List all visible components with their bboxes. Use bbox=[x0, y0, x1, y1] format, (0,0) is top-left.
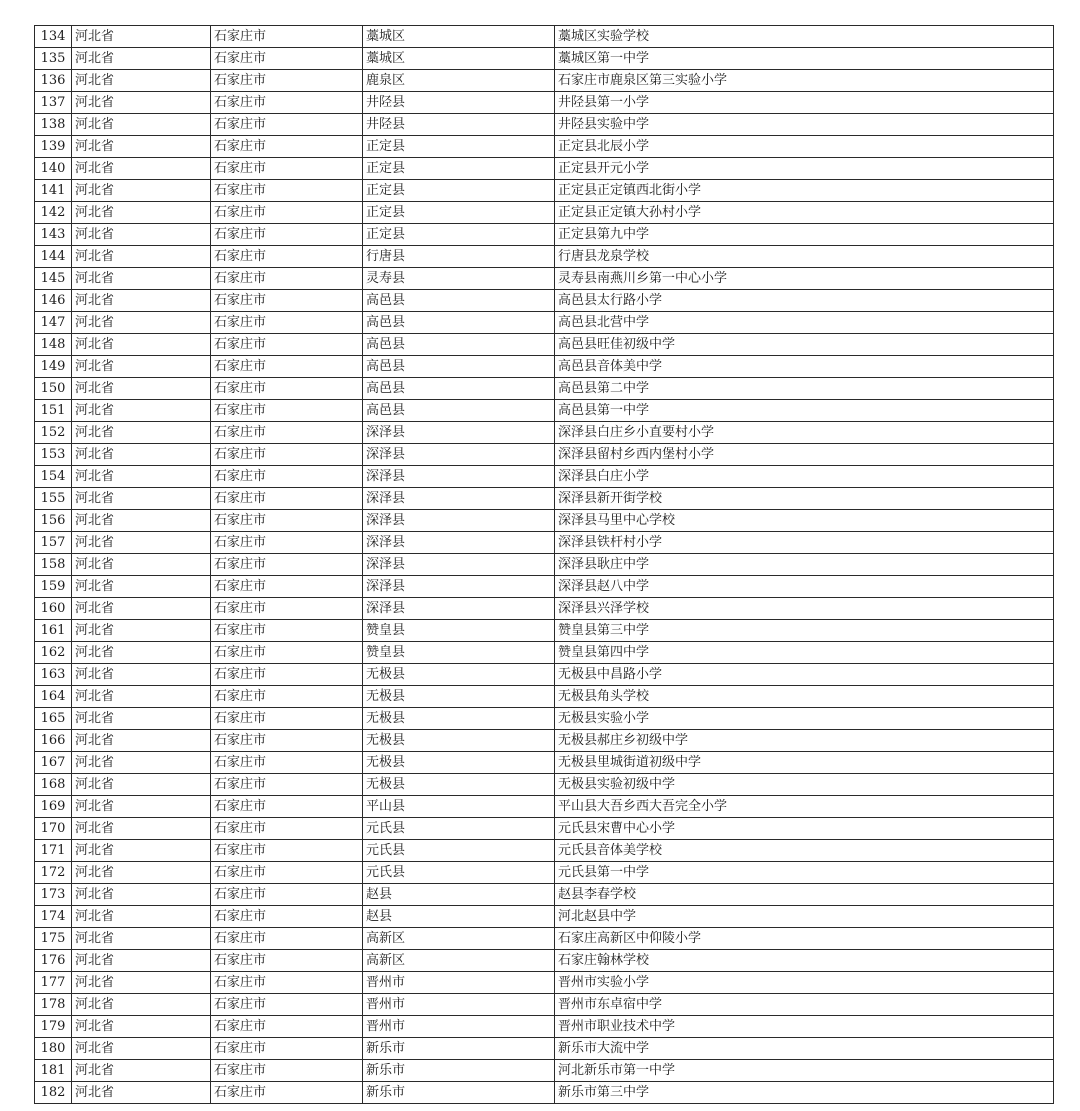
district-cell: 藁城区 bbox=[363, 26, 555, 48]
row-number-cell: 158 bbox=[35, 554, 72, 576]
school-name-cell: 高邑县第一中学 bbox=[555, 400, 1054, 422]
table-row bbox=[35, 642, 1054, 664]
school-list-table bbox=[34, 25, 1054, 1104]
district-cell: 行唐县 bbox=[363, 246, 555, 268]
province-cell: 河北省 bbox=[72, 158, 211, 180]
row-number-cell: 141 bbox=[35, 180, 72, 202]
city-cell: 石家庄市 bbox=[211, 862, 363, 884]
row-number-cell: 155 bbox=[35, 488, 72, 510]
school-name-cell: 平山县大吾乡西大吾完全小学 bbox=[555, 796, 1054, 818]
province-cell: 河北省 bbox=[72, 444, 211, 466]
row-number-cell: 172 bbox=[35, 862, 72, 884]
row-number-cell: 145 bbox=[35, 268, 72, 290]
district-cell: 高邑县 bbox=[363, 334, 555, 356]
school-name-cell: 元氏县音体美学校 bbox=[555, 840, 1054, 862]
row-number-cell: 176 bbox=[35, 950, 72, 972]
district-cell: 赞皇县 bbox=[363, 620, 555, 642]
row-number-cell: 135 bbox=[35, 48, 72, 70]
table-row bbox=[35, 928, 1054, 950]
district-cell: 无极县 bbox=[363, 752, 555, 774]
city-cell: 石家庄市 bbox=[211, 92, 363, 114]
school-name-cell: 晋州市职业技术中学 bbox=[555, 1016, 1054, 1038]
school-name-cell: 高邑县旺佳初级中学 bbox=[555, 334, 1054, 356]
city-cell: 石家庄市 bbox=[211, 796, 363, 818]
table-row bbox=[35, 576, 1054, 598]
school-name-cell: 无极县角头学校 bbox=[555, 686, 1054, 708]
province-cell: 河北省 bbox=[72, 400, 211, 422]
city-cell: 石家庄市 bbox=[211, 400, 363, 422]
province-cell: 河北省 bbox=[72, 422, 211, 444]
table-row bbox=[35, 488, 1054, 510]
table-row bbox=[35, 400, 1054, 422]
school-name-cell: 石家庄高新区中仰陵小学 bbox=[555, 928, 1054, 950]
city-cell: 石家庄市 bbox=[211, 532, 363, 554]
table-row bbox=[35, 224, 1054, 246]
school-name-cell: 深泽县耿庄中学 bbox=[555, 554, 1054, 576]
city-cell: 石家庄市 bbox=[211, 268, 363, 290]
city-cell: 石家庄市 bbox=[211, 950, 363, 972]
row-number-cell: 177 bbox=[35, 972, 72, 994]
province-cell: 河北省 bbox=[72, 268, 211, 290]
row-number-cell: 152 bbox=[35, 422, 72, 444]
province-cell: 河北省 bbox=[72, 378, 211, 400]
district-cell: 高邑县 bbox=[363, 290, 555, 312]
district-cell: 高新区 bbox=[363, 928, 555, 950]
province-cell: 河北省 bbox=[72, 884, 211, 906]
row-number-cell: 153 bbox=[35, 444, 72, 466]
province-cell: 河北省 bbox=[72, 312, 211, 334]
district-cell: 灵寿县 bbox=[363, 268, 555, 290]
district-cell: 新乐市 bbox=[363, 1082, 555, 1104]
district-cell: 深泽县 bbox=[363, 444, 555, 466]
school-name-cell: 元氏县宋曹中心小学 bbox=[555, 818, 1054, 840]
city-cell: 石家庄市 bbox=[211, 202, 363, 224]
district-cell: 深泽县 bbox=[363, 532, 555, 554]
district-cell: 深泽县 bbox=[363, 422, 555, 444]
district-cell: 井陉县 bbox=[363, 92, 555, 114]
table-row bbox=[35, 466, 1054, 488]
school-name-cell: 元氏县第一中学 bbox=[555, 862, 1054, 884]
row-number-cell: 138 bbox=[35, 114, 72, 136]
city-cell: 石家庄市 bbox=[211, 444, 363, 466]
city-cell: 石家庄市 bbox=[211, 356, 363, 378]
district-cell: 新乐市 bbox=[363, 1038, 555, 1060]
district-cell: 赵县 bbox=[363, 884, 555, 906]
province-cell: 河北省 bbox=[72, 334, 211, 356]
province-cell: 河北省 bbox=[72, 664, 211, 686]
table-row bbox=[35, 664, 1054, 686]
district-cell: 无极县 bbox=[363, 774, 555, 796]
province-cell: 河北省 bbox=[72, 730, 211, 752]
city-cell: 石家庄市 bbox=[211, 576, 363, 598]
table-row bbox=[35, 444, 1054, 466]
city-cell: 石家庄市 bbox=[211, 642, 363, 664]
province-cell: 河北省 bbox=[72, 290, 211, 312]
district-cell: 无极县 bbox=[363, 664, 555, 686]
city-cell: 石家庄市 bbox=[211, 290, 363, 312]
city-cell: 石家庄市 bbox=[211, 664, 363, 686]
row-number-cell: 180 bbox=[35, 1038, 72, 1060]
district-cell: 正定县 bbox=[363, 202, 555, 224]
city-cell: 石家庄市 bbox=[211, 752, 363, 774]
province-cell: 河北省 bbox=[72, 246, 211, 268]
row-number-cell: 163 bbox=[35, 664, 72, 686]
province-cell: 河北省 bbox=[72, 620, 211, 642]
row-number-cell: 181 bbox=[35, 1060, 72, 1082]
row-number-cell: 149 bbox=[35, 356, 72, 378]
school-list-document bbox=[34, 25, 1054, 1104]
table-row bbox=[35, 1082, 1054, 1104]
row-number-cell: 142 bbox=[35, 202, 72, 224]
city-cell: 石家庄市 bbox=[211, 378, 363, 400]
table-row bbox=[35, 202, 1054, 224]
row-number-cell: 159 bbox=[35, 576, 72, 598]
table-row bbox=[35, 598, 1054, 620]
district-cell: 深泽县 bbox=[363, 466, 555, 488]
city-cell: 石家庄市 bbox=[211, 906, 363, 928]
city-cell: 石家庄市 bbox=[211, 510, 363, 532]
city-cell: 石家庄市 bbox=[211, 488, 363, 510]
province-cell: 河北省 bbox=[72, 928, 211, 950]
row-number-cell: 143 bbox=[35, 224, 72, 246]
province-cell: 河北省 bbox=[72, 510, 211, 532]
table-row bbox=[35, 752, 1054, 774]
district-cell: 深泽县 bbox=[363, 576, 555, 598]
province-cell: 河北省 bbox=[72, 532, 211, 554]
row-number-cell: 148 bbox=[35, 334, 72, 356]
province-cell: 河北省 bbox=[72, 972, 211, 994]
row-number-cell: 179 bbox=[35, 1016, 72, 1038]
row-number-cell: 140 bbox=[35, 158, 72, 180]
table-row bbox=[35, 114, 1054, 136]
district-cell: 正定县 bbox=[363, 180, 555, 202]
district-cell: 鹿泉区 bbox=[363, 70, 555, 92]
school-name-cell: 深泽县留村乡西内堡村小学 bbox=[555, 444, 1054, 466]
school-name-cell: 赵县李春学校 bbox=[555, 884, 1054, 906]
school-name-cell: 深泽县兴泽学校 bbox=[555, 598, 1054, 620]
row-number-cell: 170 bbox=[35, 818, 72, 840]
table-row bbox=[35, 180, 1054, 202]
row-number-cell: 157 bbox=[35, 532, 72, 554]
table-row bbox=[35, 884, 1054, 906]
city-cell: 石家庄市 bbox=[211, 972, 363, 994]
city-cell: 石家庄市 bbox=[211, 158, 363, 180]
province-cell: 河北省 bbox=[72, 708, 211, 730]
district-cell: 元氏县 bbox=[363, 862, 555, 884]
row-number-cell: 161 bbox=[35, 620, 72, 642]
row-number-cell: 168 bbox=[35, 774, 72, 796]
school-name-cell: 正定县开元小学 bbox=[555, 158, 1054, 180]
school-name-cell: 赞皇县第四中学 bbox=[555, 642, 1054, 664]
city-cell: 石家庄市 bbox=[211, 48, 363, 70]
row-number-cell: 173 bbox=[35, 884, 72, 906]
school-name-cell: 石家庄翰林学校 bbox=[555, 950, 1054, 972]
school-name-cell: 河北赵县中学 bbox=[555, 906, 1054, 928]
city-cell: 石家庄市 bbox=[211, 312, 363, 334]
province-cell: 河北省 bbox=[72, 1060, 211, 1082]
district-cell: 高邑县 bbox=[363, 378, 555, 400]
table-row bbox=[35, 1060, 1054, 1082]
row-number-cell: 139 bbox=[35, 136, 72, 158]
row-number-cell: 134 bbox=[35, 26, 72, 48]
province-cell: 河北省 bbox=[72, 1082, 211, 1104]
table-row bbox=[35, 708, 1054, 730]
row-number-cell: 150 bbox=[35, 378, 72, 400]
school-name-cell: 无极县里城街道初级中学 bbox=[555, 752, 1054, 774]
city-cell: 石家庄市 bbox=[211, 26, 363, 48]
city-cell: 石家庄市 bbox=[211, 928, 363, 950]
district-cell: 赞皇县 bbox=[363, 642, 555, 664]
row-number-cell: 144 bbox=[35, 246, 72, 268]
province-cell: 河北省 bbox=[72, 818, 211, 840]
table-row bbox=[35, 26, 1054, 48]
table-row bbox=[35, 158, 1054, 180]
district-cell: 井陉县 bbox=[363, 114, 555, 136]
province-cell: 河北省 bbox=[72, 488, 211, 510]
table-row bbox=[35, 840, 1054, 862]
school-name-cell: 深泽县白庄小学 bbox=[555, 466, 1054, 488]
row-number-cell: 164 bbox=[35, 686, 72, 708]
school-name-cell: 高邑县第二中学 bbox=[555, 378, 1054, 400]
city-cell: 石家庄市 bbox=[211, 114, 363, 136]
school-name-cell: 正定县第九中学 bbox=[555, 224, 1054, 246]
school-name-cell: 石家庄市鹿泉区第三实验小学 bbox=[555, 70, 1054, 92]
row-number-cell: 156 bbox=[35, 510, 72, 532]
city-cell: 石家庄市 bbox=[211, 334, 363, 356]
city-cell: 石家庄市 bbox=[211, 730, 363, 752]
district-cell: 高邑县 bbox=[363, 312, 555, 334]
district-cell: 藁城区 bbox=[363, 48, 555, 70]
table-row bbox=[35, 136, 1054, 158]
row-number-cell: 178 bbox=[35, 994, 72, 1016]
city-cell: 石家庄市 bbox=[211, 136, 363, 158]
district-cell: 深泽县 bbox=[363, 554, 555, 576]
district-cell: 赵县 bbox=[363, 906, 555, 928]
table-row bbox=[35, 92, 1054, 114]
school-name-cell: 深泽县马里中心学校 bbox=[555, 510, 1054, 532]
row-number-cell: 182 bbox=[35, 1082, 72, 1104]
city-cell: 石家庄市 bbox=[211, 422, 363, 444]
table-row bbox=[35, 312, 1054, 334]
district-cell: 新乐市 bbox=[363, 1060, 555, 1082]
table-row bbox=[35, 70, 1054, 92]
district-cell: 晋州市 bbox=[363, 994, 555, 1016]
table-row bbox=[35, 422, 1054, 444]
city-cell: 石家庄市 bbox=[211, 994, 363, 1016]
district-cell: 正定县 bbox=[363, 136, 555, 158]
city-cell: 石家庄市 bbox=[211, 1060, 363, 1082]
district-cell: 深泽县 bbox=[363, 510, 555, 532]
table-row bbox=[35, 774, 1054, 796]
table-row bbox=[35, 532, 1054, 554]
school-name-cell: 高邑县太行路小学 bbox=[555, 290, 1054, 312]
city-cell: 石家庄市 bbox=[211, 180, 363, 202]
city-cell: 石家庄市 bbox=[211, 686, 363, 708]
province-cell: 河北省 bbox=[72, 202, 211, 224]
school-name-cell: 深泽县赵八中学 bbox=[555, 576, 1054, 598]
school-name-cell: 晋州市东卓宿中学 bbox=[555, 994, 1054, 1016]
row-number-cell: 137 bbox=[35, 92, 72, 114]
district-cell: 无极县 bbox=[363, 730, 555, 752]
table-row bbox=[35, 730, 1054, 752]
school-name-cell: 灵寿县南燕川乡第一中心小学 bbox=[555, 268, 1054, 290]
table-row bbox=[35, 1038, 1054, 1060]
city-cell: 石家庄市 bbox=[211, 774, 363, 796]
table-row bbox=[35, 378, 1054, 400]
province-cell: 河北省 bbox=[72, 356, 211, 378]
province-cell: 河北省 bbox=[72, 180, 211, 202]
school-name-cell: 正定县北辰小学 bbox=[555, 136, 1054, 158]
row-number-cell: 162 bbox=[35, 642, 72, 664]
row-number-cell: 160 bbox=[35, 598, 72, 620]
school-name-cell: 无极县中昌路小学 bbox=[555, 664, 1054, 686]
table-row bbox=[35, 686, 1054, 708]
city-cell: 石家庄市 bbox=[211, 70, 363, 92]
table-row bbox=[35, 1016, 1054, 1038]
school-name-cell: 新乐市大流中学 bbox=[555, 1038, 1054, 1060]
school-name-cell: 赞皇县第三中学 bbox=[555, 620, 1054, 642]
province-cell: 河北省 bbox=[72, 774, 211, 796]
province-cell: 河北省 bbox=[72, 862, 211, 884]
row-number-cell: 174 bbox=[35, 906, 72, 928]
district-cell: 正定县 bbox=[363, 224, 555, 246]
school-name-cell: 藁城区第一中学 bbox=[555, 48, 1054, 70]
table-row bbox=[35, 620, 1054, 642]
table-row bbox=[35, 950, 1054, 972]
province-cell: 河北省 bbox=[72, 26, 211, 48]
city-cell: 石家庄市 bbox=[211, 840, 363, 862]
table-row bbox=[35, 862, 1054, 884]
district-cell: 晋州市 bbox=[363, 1016, 555, 1038]
district-cell: 深泽县 bbox=[363, 598, 555, 620]
table-row bbox=[35, 906, 1054, 928]
table-row bbox=[35, 510, 1054, 532]
table-body bbox=[35, 26, 1054, 1104]
school-name-cell: 无极县郝庄乡初级中学 bbox=[555, 730, 1054, 752]
row-number-cell: 169 bbox=[35, 796, 72, 818]
row-number-cell: 166 bbox=[35, 730, 72, 752]
city-cell: 石家庄市 bbox=[211, 1016, 363, 1038]
province-cell: 河北省 bbox=[72, 136, 211, 158]
district-cell: 元氏县 bbox=[363, 840, 555, 862]
province-cell: 河北省 bbox=[72, 466, 211, 488]
table-row bbox=[35, 554, 1054, 576]
province-cell: 河北省 bbox=[72, 70, 211, 92]
row-number-cell: 154 bbox=[35, 466, 72, 488]
province-cell: 河北省 bbox=[72, 48, 211, 70]
province-cell: 河北省 bbox=[72, 840, 211, 862]
table-row bbox=[35, 334, 1054, 356]
school-name-cell: 晋州市实验小学 bbox=[555, 972, 1054, 994]
city-cell: 石家庄市 bbox=[211, 818, 363, 840]
school-name-cell: 深泽县白庄乡小直要村小学 bbox=[555, 422, 1054, 444]
school-name-cell: 正定县正定镇西北街小学 bbox=[555, 180, 1054, 202]
province-cell: 河北省 bbox=[72, 224, 211, 246]
school-name-cell: 正定县正定镇大孙村小学 bbox=[555, 202, 1054, 224]
city-cell: 石家庄市 bbox=[211, 884, 363, 906]
city-cell: 石家庄市 bbox=[211, 224, 363, 246]
table-row bbox=[35, 796, 1054, 818]
city-cell: 石家庄市 bbox=[211, 246, 363, 268]
district-cell: 高新区 bbox=[363, 950, 555, 972]
school-name-cell: 高邑县音体美中学 bbox=[555, 356, 1054, 378]
province-cell: 河北省 bbox=[72, 642, 211, 664]
table-row bbox=[35, 972, 1054, 994]
row-number-cell: 146 bbox=[35, 290, 72, 312]
school-name-cell: 藁城区实验学校 bbox=[555, 26, 1054, 48]
table-row bbox=[35, 290, 1054, 312]
district-cell: 元氏县 bbox=[363, 818, 555, 840]
province-cell: 河北省 bbox=[72, 598, 211, 620]
table-row bbox=[35, 994, 1054, 1016]
table-row bbox=[35, 356, 1054, 378]
school-name-cell: 无极县实验小学 bbox=[555, 708, 1054, 730]
school-name-cell: 井陉县实验中学 bbox=[555, 114, 1054, 136]
city-cell: 石家庄市 bbox=[211, 598, 363, 620]
city-cell: 石家庄市 bbox=[211, 620, 363, 642]
province-cell: 河北省 bbox=[72, 994, 211, 1016]
row-number-cell: 136 bbox=[35, 70, 72, 92]
row-number-cell: 167 bbox=[35, 752, 72, 774]
district-cell: 正定县 bbox=[363, 158, 555, 180]
province-cell: 河北省 bbox=[72, 554, 211, 576]
row-number-cell: 165 bbox=[35, 708, 72, 730]
province-cell: 河北省 bbox=[72, 576, 211, 598]
table-row bbox=[35, 246, 1054, 268]
city-cell: 石家庄市 bbox=[211, 1082, 363, 1104]
district-cell: 高邑县 bbox=[363, 400, 555, 422]
district-cell: 高邑县 bbox=[363, 356, 555, 378]
city-cell: 石家庄市 bbox=[211, 1038, 363, 1060]
province-cell: 河北省 bbox=[72, 906, 211, 928]
province-cell: 河北省 bbox=[72, 752, 211, 774]
district-cell: 晋州市 bbox=[363, 972, 555, 994]
row-number-cell: 147 bbox=[35, 312, 72, 334]
school-name-cell: 深泽县新开街学校 bbox=[555, 488, 1054, 510]
province-cell: 河北省 bbox=[72, 1016, 211, 1038]
district-cell: 深泽县 bbox=[363, 488, 555, 510]
school-name-cell: 新乐市第三中学 bbox=[555, 1082, 1054, 1104]
school-name-cell: 行唐县龙泉学校 bbox=[555, 246, 1054, 268]
district-cell: 无极县 bbox=[363, 686, 555, 708]
province-cell: 河北省 bbox=[72, 92, 211, 114]
district-cell: 平山县 bbox=[363, 796, 555, 818]
city-cell: 石家庄市 bbox=[211, 466, 363, 488]
row-number-cell: 151 bbox=[35, 400, 72, 422]
school-name-cell: 深泽县铁杆村小学 bbox=[555, 532, 1054, 554]
row-number-cell: 171 bbox=[35, 840, 72, 862]
province-cell: 河北省 bbox=[72, 796, 211, 818]
school-name-cell: 河北新乐市第一中学 bbox=[555, 1060, 1054, 1082]
province-cell: 河北省 bbox=[72, 114, 211, 136]
district-cell: 无极县 bbox=[363, 708, 555, 730]
province-cell: 河北省 bbox=[72, 950, 211, 972]
school-name-cell: 高邑县北营中学 bbox=[555, 312, 1054, 334]
province-cell: 河北省 bbox=[72, 1038, 211, 1060]
province-cell: 河北省 bbox=[72, 686, 211, 708]
table-row bbox=[35, 48, 1054, 70]
row-number-cell: 175 bbox=[35, 928, 72, 950]
city-cell: 石家庄市 bbox=[211, 708, 363, 730]
table-row bbox=[35, 268, 1054, 290]
table-row bbox=[35, 818, 1054, 840]
school-name-cell: 无极县实验初级中学 bbox=[555, 774, 1054, 796]
school-name-cell: 井陉县第一小学 bbox=[555, 92, 1054, 114]
city-cell: 石家庄市 bbox=[211, 554, 363, 576]
